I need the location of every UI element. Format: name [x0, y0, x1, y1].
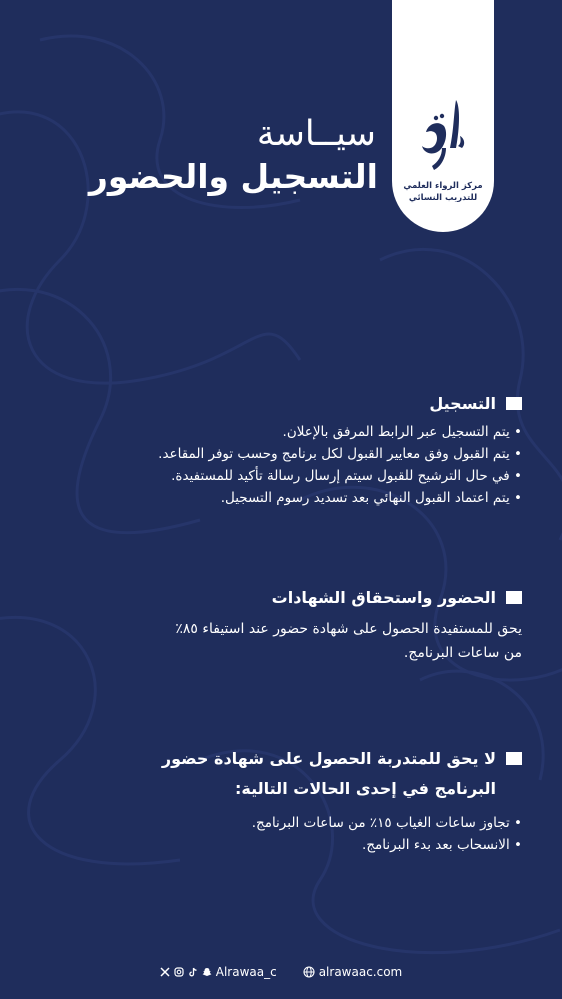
- logo-line-1: مركز الرواء العلمي: [403, 181, 483, 191]
- globe-icon: [303, 966, 315, 978]
- page-title-line-1: سيــاسة: [256, 114, 376, 154]
- instagram-icon[interactable]: [174, 967, 184, 977]
- registration-heading-text: التسجيل: [429, 394, 496, 413]
- attendance-paragraph: [40, 617, 522, 665]
- social-handle[interactable]: Alrawaa_c: [215, 965, 277, 979]
- square-bullet-icon: [506, 591, 522, 604]
- tiktok-icon[interactable]: [188, 967, 198, 977]
- logo-text: [398, 180, 488, 204]
- list-item: • يتم اعتماد القبول النهائي بعد تسديد رسوم التسجيل.: [40, 487, 522, 509]
- list-item: • يتم القبول وفق معايير القبول لكل برنامج وحسب توفر المقاعد.: [40, 443, 522, 465]
- registration-heading: [40, 394, 522, 413]
- x-icon[interactable]: [160, 967, 170, 977]
- list-item: • يتم التسجيل عبر الرابط المرفق بالإعلان.: [40, 421, 522, 443]
- attendance-paragraph-line-1: يحق للمستفيدة الحصول على شهادة حضور عند استيفاء ٨٥٪: [175, 621, 522, 637]
- ineligibility-heading-line-1: لا يحق للمتدربة الحصول على شهادة حضور: [161, 749, 496, 768]
- snapchat-icon[interactable]: [202, 967, 212, 977]
- list-item: • تجاوز ساعات الغياب ١٥٪ من ساعات البرنامج.: [40, 812, 522, 834]
- ineligibility-list: [40, 812, 522, 856]
- list-item: • في حال الترشيح للقبول سيتم إرسال رسالة تأكيد للمستفيدة.: [40, 465, 522, 487]
- ineligibility-section: [40, 744, 522, 856]
- square-bullet-icon: [506, 752, 522, 765]
- logo-line-2: للتدريب النسائي: [408, 193, 478, 203]
- attendance-paragraph-line-2: من ساعات البرنامج.: [403, 645, 522, 661]
- website-link[interactable]: alrawaac.com: [318, 965, 403, 979]
- ineligibility-heading: [40, 744, 522, 804]
- square-bullet-icon: [506, 397, 522, 410]
- registration-list: [40, 421, 522, 509]
- registration-section: [40, 394, 522, 509]
- alrawaa-logo-icon: [416, 96, 470, 174]
- website-group: [303, 965, 403, 979]
- logo-tab: [392, 0, 494, 232]
- attendance-heading-text: الحضور واستحقاق الشهادات: [271, 588, 496, 607]
- list-item: • الانسحاب بعد بدء البرنامج.: [40, 834, 522, 856]
- ineligibility-heading-line-2: البرنامج في إحدى الحالات التالية:: [235, 779, 496, 798]
- attendance-heading: [40, 588, 522, 607]
- social-group: [160, 965, 277, 979]
- page-title-line-2: التسجيل والحضور: [88, 157, 378, 196]
- footer: [0, 962, 562, 982]
- attendance-section: [40, 588, 522, 665]
